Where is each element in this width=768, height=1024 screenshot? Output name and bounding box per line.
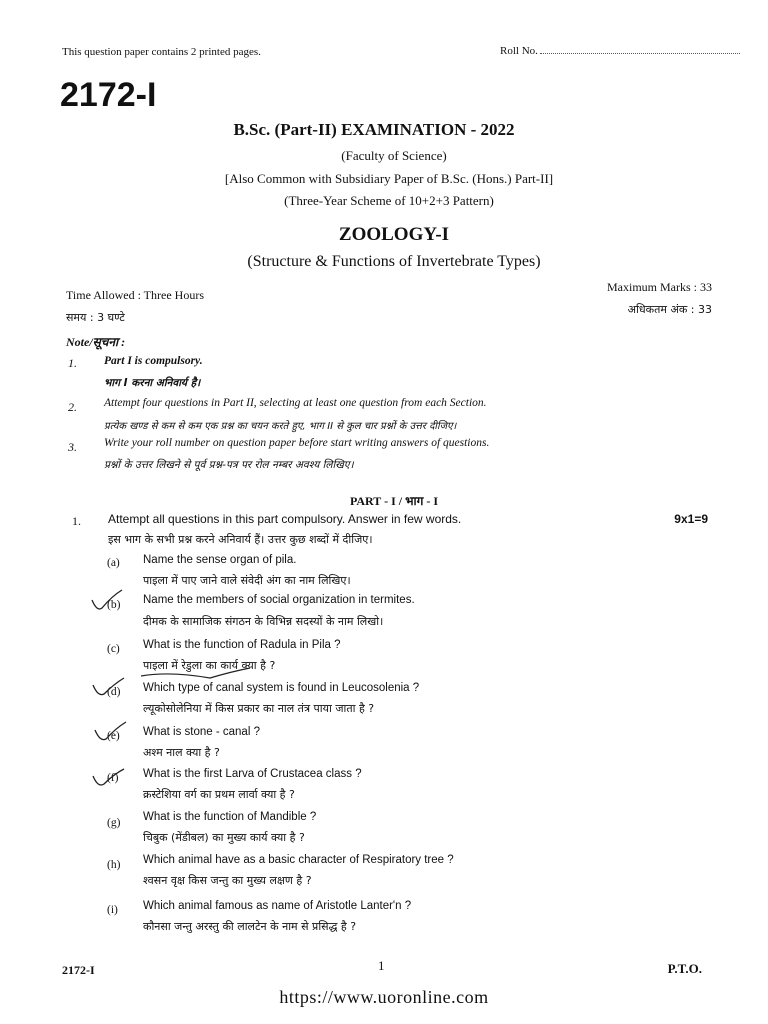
subquestion-label: (g): [107, 817, 121, 829]
subquestion-en: Which animal have as a basic character of Respiratory tree ?: [143, 854, 454, 866]
note-text-en: Write your roll number on question paper before start writing answers of questions.: [104, 437, 490, 449]
note-number: 3.: [68, 440, 77, 454]
faculty-line: (Faculty of Science): [341, 148, 447, 163]
subquestion-label: (c): [107, 643, 120, 655]
subquestion-label: (e): [107, 730, 120, 742]
subquestion-en: Which animal famous as name of Aristotle Lanter'n ?: [143, 900, 412, 912]
subquestion-hi: क्रस्टेशिया वर्ग का प्रथम लार्वा क्या है ?: [143, 788, 295, 801]
max-marks-en: Maximum Marks : 33: [607, 280, 712, 294]
question-text-en: Attempt all questions in this part compulsory. Answer in few words.: [108, 512, 462, 526]
note-text-hi: प्रत्येक खण्ड से कम से कम एक प्रश्न का चयन करते हुए, भाग II से कुल चार प्रश्नों के उत्तर दीजिए।: [104, 421, 457, 432]
footer-paper-code: 2172-I: [62, 963, 95, 977]
subject-title: ZOOLOGY-I: [338, 224, 450, 245]
subquestion-en: Name the sense organ of pila.: [143, 554, 297, 566]
part-heading: PART - I / भाग - I: [349, 494, 439, 508]
subquestion-en: Name the members of social organization in termites.: [143, 594, 415, 606]
subquestion-label: (i): [107, 904, 118, 916]
max-marks-hi: अधिकतम अंक : 33: [627, 303, 712, 316]
subquestion-hi: श्वसन वृक्ष किस जन्तु का मुख्य लक्षण है ?: [143, 874, 312, 887]
scheme-line: (Three-Year Scheme of 10+2+3 Pattern): [284, 193, 494, 208]
exam-title: B.Sc. (Part-II) EXAMINATION - 2022: [233, 120, 515, 139]
note-text-hi: भाग I करना अनिवार्य है।: [104, 377, 201, 389]
subquestion-hi: पाइला में पाए जाने वाले संवेदी अंग का नाम लिखिए।: [143, 574, 351, 587]
subquestion-label: (b): [107, 599, 121, 611]
note-heading: Note/सूचना :: [66, 335, 126, 349]
paper-code: 2172-I: [60, 76, 157, 114]
subject-subtitle: (Structure & Functions of Invertebrate Types): [247, 253, 541, 270]
subquestion-hi: कौनसा जन्तु अरस्तु की लालटेन के नाम से प्रसिद्ध है ?: [143, 920, 357, 933]
check-mark: [92, 590, 122, 609]
subquestion-label: (d): [107, 686, 121, 698]
note-text-en: Part I is compulsory.: [104, 355, 203, 367]
subquestion-en: What is the first Larva of Crustacea class ?: [143, 768, 362, 780]
subquestion-en: Which type of canal system is found in Leucosolenia ?: [143, 682, 420, 694]
note-number: 1.: [68, 356, 77, 370]
check-mark: [93, 769, 124, 785]
subquestion-en: What is the function of Mandible ?: [143, 811, 317, 823]
underline-mark: [141, 668, 250, 678]
subquestion-label: (f): [107, 772, 119, 784]
page-number: 1: [378, 958, 385, 973]
please-turn-over: P.T.O.: [667, 961, 702, 976]
subquestion-label: (h): [107, 859, 121, 871]
subquestion-en: What is stone - canal ?: [143, 726, 260, 738]
question-number: 1.: [72, 514, 81, 528]
time-allowed-hi: समय : 3 घण्टे: [66, 311, 125, 324]
subquestion-hi: अश्म नाल क्या है ?: [143, 746, 220, 759]
also-common-line: [Also Common with Subsidiary Paper of B.Sc. (Hons.) Part-II]: [224, 171, 554, 186]
question-marks: 9x1=9: [674, 512, 708, 526]
check-mark: [95, 722, 126, 740]
subquestion-hi: दीमक के सामाजिक संगठन के विभिन्न सदस्यों के नाम लिखो।: [143, 615, 384, 628]
time-allowed-en: Time Allowed : Three Hours: [66, 288, 204, 302]
subquestion-en: What is the function of Radula in Pila ?: [143, 639, 341, 651]
note-text-en: Attempt four questions in Part II, selecting at least one question from each Section.: [104, 397, 487, 409]
subquestion-hi: पाइला में रेडुला का कार्य क्या है ?: [143, 659, 276, 672]
note-text-hi: प्रश्नों के उत्तर लिखने से पूर्व प्रश्न-पत्र पर रोल नम्बर अवश्य लिखिए।: [104, 459, 354, 471]
roll-number-label: Roll No.: [500, 45, 538, 57]
note-number: 2.: [68, 400, 77, 414]
printed-pages-note: This question paper contains 2 printed pages.: [62, 46, 261, 58]
subquestion-hi: ल्यूकोसोलेनिया में किस प्रकार का नाल तंत्र पाया जाता है ?: [143, 702, 375, 715]
subquestion-hi: चिबुक (मेंडीबल) का मुख्य कार्य क्या है ?: [143, 831, 305, 844]
check-mark: [93, 678, 124, 695]
source-url: https://www.uoronline.com: [279, 987, 489, 1007]
question-text-hi: इस भाग के सभी प्रश्न करने अनिवार्य हैं। उत्तर कुछ शब्दों में दीजिए।: [108, 533, 373, 546]
subquestion-label: (a): [107, 557, 120, 569]
